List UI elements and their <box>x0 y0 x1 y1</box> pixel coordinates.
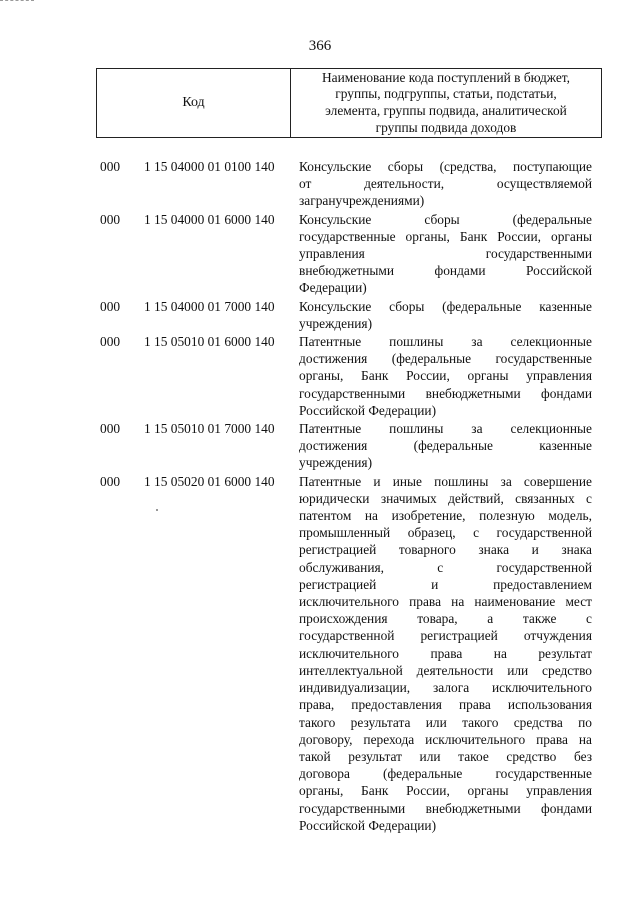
description-line: интеллектуальной деятельности или средство <box>299 662 592 678</box>
description-line: государственными внебюджетными фондами <box>299 800 592 816</box>
revenue-code: 1 15 05020 01 6000 140 <box>144 473 275 489</box>
description-line: договору, перехода исключительного права на <box>299 731 592 747</box>
table-row <box>100 211 592 297</box>
header-name-cell <box>291 69 601 137</box>
description-line: органы, Банк России, органы управления <box>299 368 592 384</box>
description-line: Патентные и иные пошлины за совершение <box>299 473 592 489</box>
description-line: органы, Банк России, органы управления <box>299 783 592 799</box>
description-line: загранучреждениями) <box>299 193 425 209</box>
description-line: промышленный образец, с государственной <box>299 525 592 541</box>
description-line: Федерации) <box>299 280 367 296</box>
description-line: Российской Федерации) <box>299 817 437 833</box>
description-line: учреждения) <box>299 315 373 331</box>
page-number: 366 <box>308 38 332 54</box>
header-code-cell: Код <box>97 69 291 137</box>
header-name-line: группы, подгруппы, статьи, подстатьи, <box>335 86 557 102</box>
revenue-description <box>299 158 592 210</box>
table-row <box>100 158 592 210</box>
revenue-code: 1 15 04000 01 6000 140 <box>144 211 275 227</box>
table-row <box>100 333 592 419</box>
description-line: учреждения) <box>299 455 373 471</box>
description-line: государственной регистрацией отчуждения <box>299 628 592 644</box>
description-line: Патентные пошлины за селекционные <box>299 421 592 437</box>
description-line: Консульские сборы (федеральные казенные <box>299 298 592 314</box>
admin-code: 000 <box>100 298 121 314</box>
revenue-description <box>299 298 592 332</box>
description-line: Российской Федерации) <box>299 402 437 418</box>
header-name-line: Наименование кода поступлений в бюджет, <box>322 69 570 85</box>
description-line: Патентные пошлины за селекционные <box>299 334 592 350</box>
description-line: регистрацией товарного знака и знака <box>299 542 592 558</box>
description-line: Консульские сборы (федеральные <box>299 211 592 227</box>
table-header <box>96 68 602 138</box>
description-line: происхождения товара, а также с <box>299 611 592 627</box>
description-line: государственными внебюджетными фондами <box>299 385 592 401</box>
description-line: патентом на изобретение, полезную модель, <box>299 508 592 524</box>
header-name-line: элемента, группы подвида, аналитической <box>325 103 567 118</box>
description-line: такой результат или такое средство без <box>299 748 592 764</box>
description-line: государственные органы, Банк России, органы <box>299 228 592 244</box>
description-line: от деятельности, осуществляемой <box>299 176 592 192</box>
revenue-description <box>299 473 592 834</box>
admin-code: 000 <box>100 334 121 350</box>
revenue-code: 1 15 05010 01 7000 140 <box>144 421 275 437</box>
header-name-line: группы подвида доходов <box>375 119 517 135</box>
revenue-description <box>299 420 592 472</box>
description-line: обслуживания, с государственной <box>299 559 592 575</box>
description-line: индивидуализации, залога исключительного <box>299 680 592 696</box>
description-line: регистрацией и предоставлением <box>299 576 592 592</box>
description-line: исключительного права на результат <box>299 645 592 661</box>
admin-code: 000 <box>100 211 121 227</box>
admin-code: 000 <box>100 159 121 174</box>
admin-code: 000 <box>100 421 121 437</box>
description-line: такого результата или такого средства по <box>299 714 592 730</box>
description-line: достижения (федеральные государственные <box>299 351 592 367</box>
scan-edge-mark <box>0 0 34 5</box>
description-line: договора (федеральные государственные <box>299 766 592 782</box>
table-row <box>100 473 592 834</box>
code-list <box>100 158 592 835</box>
description-line: юридически значимых действий, связанных с <box>299 490 592 506</box>
revenue-code: 1 15 04000 01 7000 140 <box>144 298 275 314</box>
description-line: Консульские сборы (средства, поступающие <box>299 159 592 174</box>
description-line: права, предоставления права использования <box>299 697 592 713</box>
header-name-text <box>322 70 570 136</box>
description-line: внебюджетными фондами Российской <box>299 263 592 279</box>
revenue-description <box>299 333 592 419</box>
table-row <box>100 298 592 332</box>
scan-speck <box>156 509 158 511</box>
revenue-code: 1 15 05010 01 6000 140 <box>144 334 275 350</box>
description-line: исключительного права на наименование мест <box>299 594 592 610</box>
description-line: достижения (федеральные казенные <box>299 438 592 454</box>
revenue-code: 1 15 04000 01 0100 140 <box>144 159 275 174</box>
table-row <box>100 420 592 472</box>
admin-code: 000 <box>100 473 121 489</box>
description-line: управления государственными <box>299 246 592 262</box>
revenue-description <box>299 211 592 297</box>
